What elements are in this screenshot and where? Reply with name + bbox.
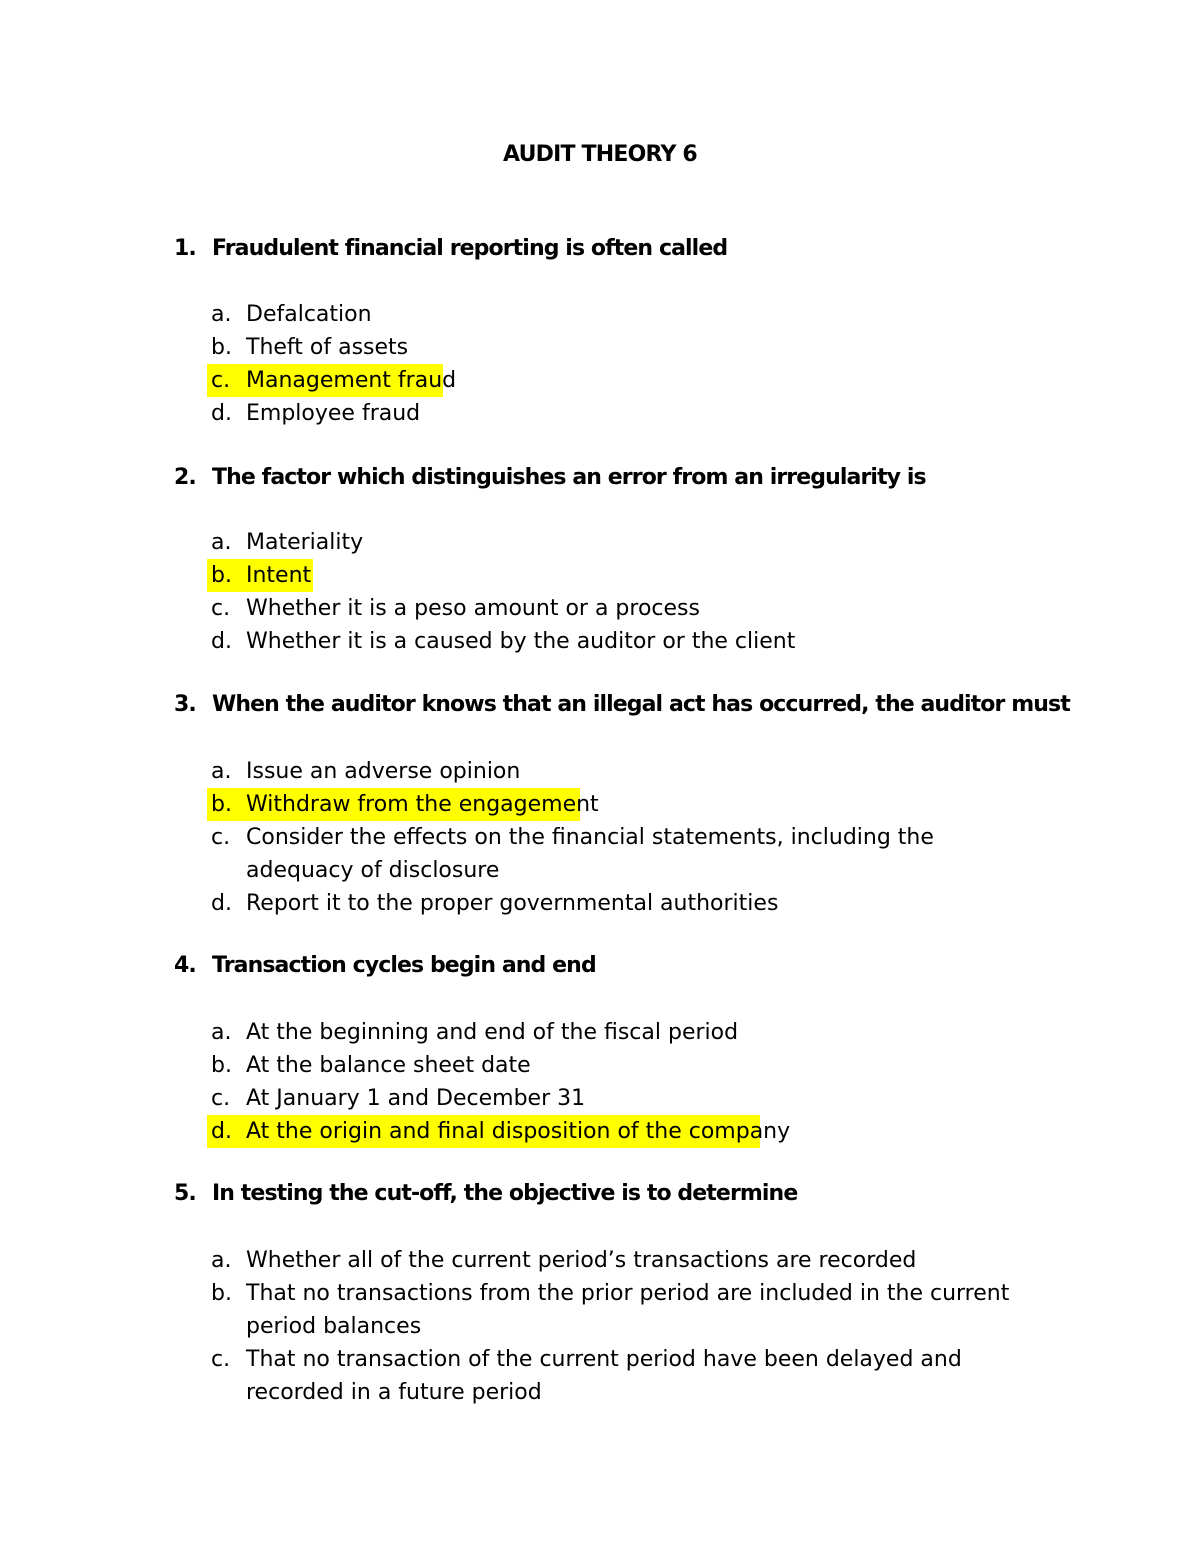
option-letter: b. xyxy=(211,1053,232,1078)
option-letter: d. xyxy=(211,629,232,654)
option-letter: b. xyxy=(211,1281,232,1306)
question-heading xyxy=(0,465,1200,497)
option-text: Consider the effects on the financial statements, including the adequacy of disclosure xyxy=(246,825,934,883)
question-number: 3. xyxy=(174,692,196,717)
option-text: At the balance sheet date xyxy=(246,1053,531,1078)
option-text: Materiality xyxy=(246,530,364,555)
question-number: 5. xyxy=(174,1181,196,1206)
option-letter: a. xyxy=(211,1020,232,1045)
question-text: The factor which distinguishes an error from an irregularity is xyxy=(212,465,926,490)
option-letter: c. xyxy=(211,1086,231,1111)
option-text: That no transaction of the current period have been delayed and recorded in a future period xyxy=(246,1347,962,1405)
question-text: In testing the cut-off, the objective is to determine xyxy=(212,1181,798,1206)
option-letter: a. xyxy=(211,759,232,784)
option-letter: d. xyxy=(211,891,232,916)
option-letter: d. xyxy=(211,1119,232,1144)
question-heading xyxy=(0,1181,1200,1213)
question-text: Fraudulent financial reporting is often called xyxy=(212,236,728,261)
question-heading xyxy=(0,692,1200,724)
option-letter: c. xyxy=(211,1347,231,1372)
option-letter: b. xyxy=(211,792,232,817)
option-text: Intent xyxy=(246,563,312,588)
option-letter: d. xyxy=(211,401,232,426)
option-text: Whether it is a peso amount or a process xyxy=(246,596,700,621)
option-text: Management fraud xyxy=(246,368,457,393)
option-text: Report it to the proper governmental authorities xyxy=(246,891,779,916)
option-text: Employee fraud xyxy=(246,401,421,426)
document-title: AUDIT THEORY 6 xyxy=(503,142,697,167)
option-text: Whether it is a caused by the auditor or the client xyxy=(246,629,796,654)
option-letter: a. xyxy=(211,530,232,555)
option-letter: a. xyxy=(211,302,232,327)
option-letter: c. xyxy=(211,825,231,850)
question-number: 4. xyxy=(174,953,196,978)
question-number: 2. xyxy=(174,465,196,490)
question-text: When the auditor knows that an illegal act has occurred, the auditor must xyxy=(212,692,1070,717)
option-letter: c. xyxy=(211,596,231,621)
question-text: Transaction cycles begin and end xyxy=(212,953,596,978)
question-number: 1. xyxy=(174,236,196,261)
option-text: Whether all of the current period’s transactions are recorded xyxy=(246,1248,917,1273)
option-text: That no transactions from the prior period are included in the current period balances xyxy=(246,1281,1010,1339)
option-letter: b. xyxy=(211,563,232,588)
question-heading xyxy=(0,953,1200,985)
option-letter: b. xyxy=(211,335,232,360)
option-text: Issue an adverse opinion xyxy=(246,759,521,784)
option-text: At January 1 and December 31 xyxy=(246,1086,586,1111)
option-text: At the origin and final disposition of the company xyxy=(246,1119,791,1144)
option-text: Defalcation xyxy=(246,302,372,327)
question-heading xyxy=(0,236,1200,268)
option-text: Theft of assets xyxy=(246,335,409,360)
option-letter: a. xyxy=(211,1248,232,1273)
option-letter: c. xyxy=(211,368,231,393)
option-text: Withdraw from the engagement xyxy=(246,792,599,817)
option-text: At the beginning and end of the fiscal period xyxy=(246,1020,739,1045)
